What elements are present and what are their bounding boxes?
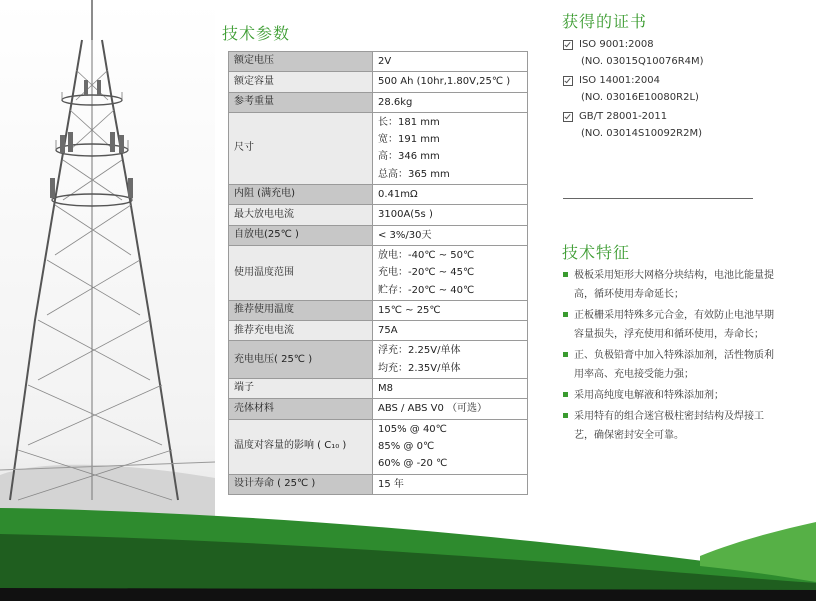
square-bullet-icon: [562, 407, 574, 445]
spec-value-line: 均充：2.35V/单体: [378, 362, 461, 374]
spec-value-line: 充电：-20℃ ~ 45℃: [378, 267, 475, 279]
spec-label: 使用温度范围: [229, 245, 373, 300]
feature-item: 正板栅采用特殊多元合金，有效防止电池早期容量损失，浮充使用和循环使用，寿命长；: [562, 306, 774, 344]
spec-value: [373, 379, 528, 399]
cert-item: [563, 37, 803, 70]
spec-value-line: M8: [378, 383, 393, 395]
spec-label: 推荐充电电流: [229, 321, 373, 341]
spec-row: [229, 341, 528, 379]
spec-row: [229, 300, 528, 320]
section-divider: [563, 198, 753, 199]
feature-item: 极板采用矩形大网格分块结构，电池比能量提高，循环使用寿命延长；: [562, 266, 774, 304]
cert-name: GB/T 28001-2011: [579, 111, 668, 122]
spec-value: [373, 52, 528, 72]
spec-value: [373, 225, 528, 245]
spec-value-line: ABS / ABS V0 （可选）: [378, 403, 488, 415]
checkbox-icon: [563, 112, 573, 122]
spec-value: [373, 185, 528, 205]
spec-value-line: 放电：-40℃ ~ 50℃: [378, 249, 475, 261]
spec-value: [373, 474, 528, 494]
spec-value: [373, 300, 528, 320]
spec-value-line: 15 年: [378, 478, 404, 490]
spec-value: [373, 245, 528, 300]
spec-value-line: 15℃ ~ 25℃: [378, 304, 441, 316]
cert-item: [563, 73, 803, 106]
spec-label: 尺寸: [229, 112, 373, 184]
square-bullet-icon: [562, 266, 574, 304]
spec-value: [373, 321, 528, 341]
spec-row: [229, 185, 528, 205]
spec-row: [229, 52, 528, 72]
feature-item: 采用高纯度电解液和特殊添加剂；: [562, 386, 774, 405]
cert-number: (NO. 03016E10080R2L): [581, 92, 699, 103]
square-bullet-icon: [562, 346, 574, 384]
spec-label: 自放电(25℃ ): [229, 225, 373, 245]
spec-label: 温度对容量的影响 ( C₁₀ ): [229, 419, 373, 474]
feature-list: [562, 266, 774, 447]
spec-value: [373, 72, 528, 92]
spec-value-line: 3100A(5s ): [378, 209, 433, 221]
spec-row: [229, 474, 528, 494]
spec-row: [229, 205, 528, 225]
spec-label: 最大放电电流: [229, 205, 373, 225]
spec-value-line: 浮充：2.25V/单体: [378, 345, 461, 357]
spec-row: [229, 419, 528, 474]
spec-label: 充电电压( 25℃ ): [229, 341, 373, 379]
spec-value-line: 28.6kg: [378, 96, 413, 108]
spec-row: [229, 399, 528, 419]
spec-row: [229, 112, 528, 184]
spec-value: [373, 205, 528, 225]
spec-value-line: 高：346 mm: [378, 151, 440, 163]
spec-label: 壳体材料: [229, 399, 373, 419]
spec-value-line: 2V: [378, 56, 392, 67]
certifications-title: 获得的证书: [562, 12, 648, 31]
feature-item: 采用特有的组合迷宫极柱密封结构及焊接工艺，确保密封安全可靠。: [562, 407, 774, 445]
square-bullet-icon: [562, 306, 574, 344]
cert-item: [563, 109, 803, 142]
spec-row: [229, 245, 528, 300]
spec-row: [229, 225, 528, 245]
cert-name: ISO 9001:2008: [579, 39, 654, 50]
spec-value: [373, 112, 528, 184]
spec-row: [229, 92, 528, 112]
spec-row: [229, 72, 528, 92]
feature-item: 正、负极铅膏中加入特殊添加剂，活性物质利用率高、充电接受能力强；: [562, 346, 774, 384]
spec-label: 额定电压: [229, 52, 373, 72]
spec-label: 端子: [229, 379, 373, 399]
cert-number: (NO. 03015Q10076R4M): [581, 56, 704, 67]
spec-label: 内阻 (满充电): [229, 185, 373, 205]
spec-value-line: 500 Ah (10hr,1.80V,25℃ ): [378, 76, 511, 88]
spec-value-line: 60% @ -20 ℃: [378, 458, 448, 470]
spec-value-line: 贮存：-20℃ ~ 40℃: [378, 284, 475, 296]
certification-list: [563, 37, 803, 145]
spec-value-line: 0.41mΩ: [378, 189, 418, 201]
cert-number: (NO. 03014S10092R2M): [581, 128, 703, 139]
square-bullet-icon: [562, 386, 574, 405]
tech-params-title: 技术参数: [222, 24, 291, 43]
spec-value-line: 宽：191 mm: [378, 134, 440, 146]
checkbox-icon: [563, 76, 573, 86]
spec-value: [373, 419, 528, 474]
spec-label: 参考重量: [229, 92, 373, 112]
spec-row: [229, 321, 528, 341]
spec-value-line: 总高：365 mm: [378, 168, 450, 180]
spec-label: 推荐使用温度: [229, 300, 373, 320]
spec-value: [373, 341, 528, 379]
checkbox-icon: [563, 40, 573, 50]
spec-table: [228, 51, 528, 495]
spec-label: 设计寿命 ( 25℃ ): [229, 474, 373, 494]
spec-value-line: 75A: [378, 325, 398, 337]
spec-value: [373, 92, 528, 112]
spec-label: 额定容量: [229, 72, 373, 92]
spec-value-line: 105% @ 40℃: [378, 423, 447, 435]
features-title: 技术特征: [562, 243, 631, 262]
spec-value: [373, 399, 528, 419]
cert-name: ISO 14001:2004: [579, 75, 660, 86]
spec-value-line: < 3%/30天: [378, 229, 432, 241]
spec-value-line: 85% @ 0℃: [378, 440, 435, 452]
spec-row: [229, 379, 528, 399]
spec-value-line: 长：181 mm: [378, 116, 440, 128]
